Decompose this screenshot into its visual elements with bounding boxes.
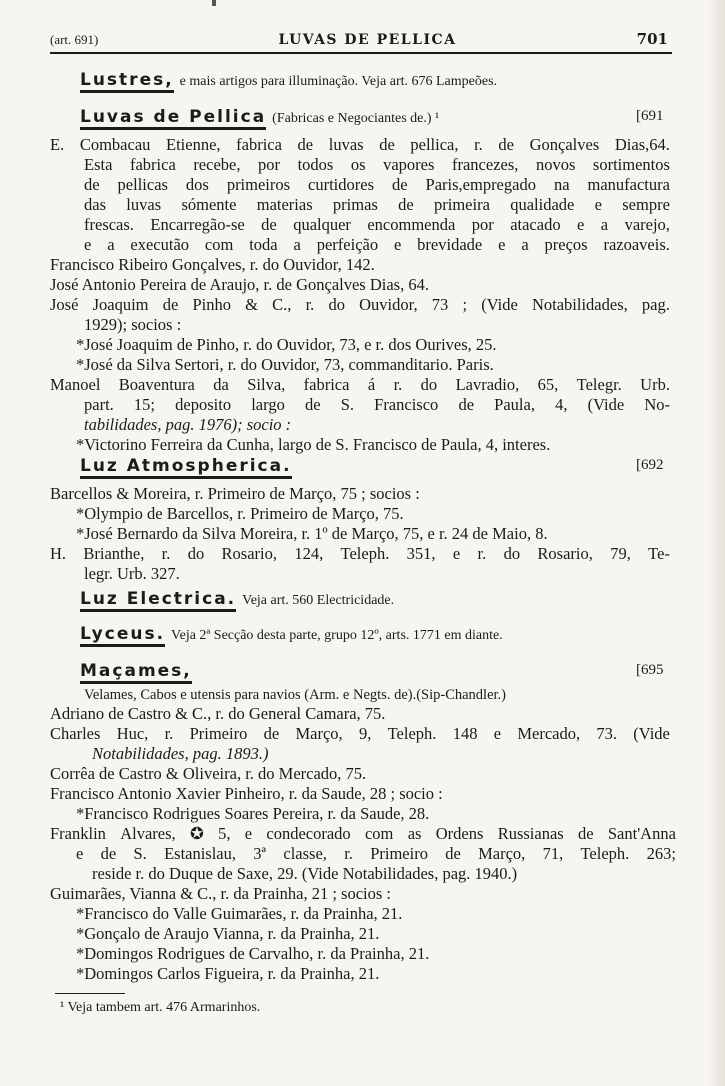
footnote: ¹ Veja tambem art. 476 Armarinhos.: [60, 1000, 261, 1015]
entry-line: José Joaquim de Pinho & C., r. do Ouvidor, 73 ; (Vide Notabilidades, pag.: [50, 295, 670, 314]
entry-line: de pellicas dos primeiros curtidores de Paris,empregado na manufactura: [84, 175, 670, 194]
header-title: LUVAS DE PELLICA: [278, 32, 457, 48]
entry-line: e a executão com toda a perfeição e brevidade e a preços razoaveis.: [84, 235, 670, 254]
entry-line: Franklin Alvares, ✪ 5, e condecorado com as Ordens Russianas de Sant'Anna: [50, 824, 676, 843]
entry-line: Velames, Cabos e utensis para navios (Arm. e Negts. de).(Sip-Chandler.): [84, 687, 507, 703]
section-ref-691: [691: [636, 108, 664, 124]
page-edge-shadow: [707, 0, 725, 1086]
section-heading: Luz Atmospherica.: [80, 456, 292, 479]
entry-line: *Victorino Ferreira da Cunha, largo de S. Francisco de Paula, 4, interes.: [76, 435, 551, 454]
entry-line: Charles Huc, r. Primeiro de Março, 9, Teleph. 148 e Mercado, 73. (Vide: [50, 724, 670, 743]
print-mark: [212, 0, 216, 6]
section-heading: Lustres,: [80, 70, 174, 93]
entry-line: reside r. do Duque de Saxe, 29. (Vide Notabilidades, pag. 1940.): [92, 864, 518, 883]
section-heading: Lyceus.: [80, 624, 165, 647]
section-heading: Maçames,: [80, 661, 192, 684]
entry-line: José Antonio Pereira de Araujo, r. de Gonçalves Dias, 64.: [50, 275, 429, 294]
entry-line: das luvas sómente materias primas de primeira qualidade e sempre: [84, 195, 670, 214]
entry-line: 1929); socios :: [84, 315, 182, 334]
section-note: e mais artigos para illuminação. Veja art. 676 Lampeões.: [179, 74, 498, 89]
entry-line: *José Joaquim de Pinho, r. do Ouvidor, 73, e r. dos Ourives, 25.: [76, 335, 497, 354]
entry-line: Francisco Antonio Xavier Pinheiro, r. da Saude, 28 ; socio :: [50, 784, 443, 803]
entry-line: *Olympio de Barcellos, r. Primeiro de Março, 75.: [76, 504, 404, 523]
section-luz-atmospherica: [80, 456, 298, 479]
section-ref-695: [695: [636, 662, 664, 678]
entry-line: *Domingos Rodrigues de Carvalho, r. da Prainha, 21.: [76, 944, 430, 963]
entry-line: Corrêa de Castro & Oliveira, r. do Mercado, 75.: [50, 764, 367, 783]
entry-line: Adriano de Castro & C., r. do General Camara, 75.: [50, 704, 386, 723]
header-article-ref: (art. 691): [50, 32, 99, 47]
section-ref-692: [692: [636, 457, 664, 473]
entry-line: H. Brianthe, r. do Rosario, 124, Teleph. 351, e r. do Rosario, 79, Te-: [50, 544, 670, 563]
footnote-rule: [55, 993, 125, 994]
entry-line: *Francisco do Valle Guimarães, r. da Prainha, 21.: [76, 904, 403, 923]
entry-line: e de S. Estanislau, 3ª classe, r. Primeiro de Março, 71, Teleph. 263;: [76, 844, 676, 863]
running-header: [50, 30, 668, 52]
entry-line: Notabilidades, pag. 1893.): [92, 744, 269, 763]
entry-line: Barcellos & Moreira, r. Primeiro de Março, 75 ; socios :: [50, 484, 420, 503]
entry-line: Guimarães, Vianna & C., r. da Prainha, 21 ; socios :: [50, 884, 392, 903]
entry-line: Francisco Ribeiro Gonçalves, r. do Ouvidor, 142.: [50, 255, 375, 274]
entry-line: Esta fabrica recebe, por todos os vapores francezes, novos sortimentos: [84, 155, 670, 174]
section-heading: Luvas de Pellica: [80, 107, 266, 130]
entry-line: *Domingos Carlos Figueira, r. da Prainha, 21.: [76, 964, 380, 983]
section-macames: [80, 661, 198, 684]
section-heading: Luz Electrica.: [80, 589, 236, 612]
section-note: (Fabricas e Negociantes de.) ¹: [272, 111, 440, 126]
entry-line: frescas. Encarregão-se de qualquer encommenda por atacado e a varejo,: [84, 215, 670, 234]
section-luvas: [80, 107, 439, 130]
section-lustres: [80, 70, 497, 93]
entry-line: Manoel Boaventura da Silva, fabrica á r. do Lavradio, 65, Telegr. Urb.: [50, 375, 670, 394]
entry-line: *Francisco Rodrigues Soares Pereira, r. da Saude, 28.: [76, 804, 430, 823]
section-lyceus: [80, 624, 503, 647]
entry-line: legr. Urb. 327.: [84, 564, 180, 583]
entry-line: *José da Silva Sertori, r. do Ouvidor, 73, commanditario. Paris.: [76, 355, 494, 374]
section-luz-electrica: [80, 589, 394, 612]
section-note: Veja art. 560 Electricidade.: [242, 593, 395, 608]
entry-line: part. 15; deposito largo de S. Francisco de Paula, 4, (Vide No-: [84, 395, 670, 414]
entry-line: *Gonçalo de Araujo Vianna, r. da Prainha, 21.: [76, 924, 380, 943]
section-note: Veja 2ª Secção desta parte, grupo 12º, arts. 1771 em diante.: [171, 628, 503, 643]
header-rule: [50, 52, 672, 54]
page-number: 701: [636, 30, 668, 48]
entry-line: tabilidades, pag. 1976); socio :: [84, 415, 292, 434]
entry-line: E. Combacau Etienne, fabrica de luvas de pellica, r. de Gonçalves Dias,64.: [50, 135, 670, 154]
entry-line: *José Bernardo da Silva Moreira, r. 1º de Março, 75, e r. 24 de Maio, 8.: [76, 524, 548, 543]
